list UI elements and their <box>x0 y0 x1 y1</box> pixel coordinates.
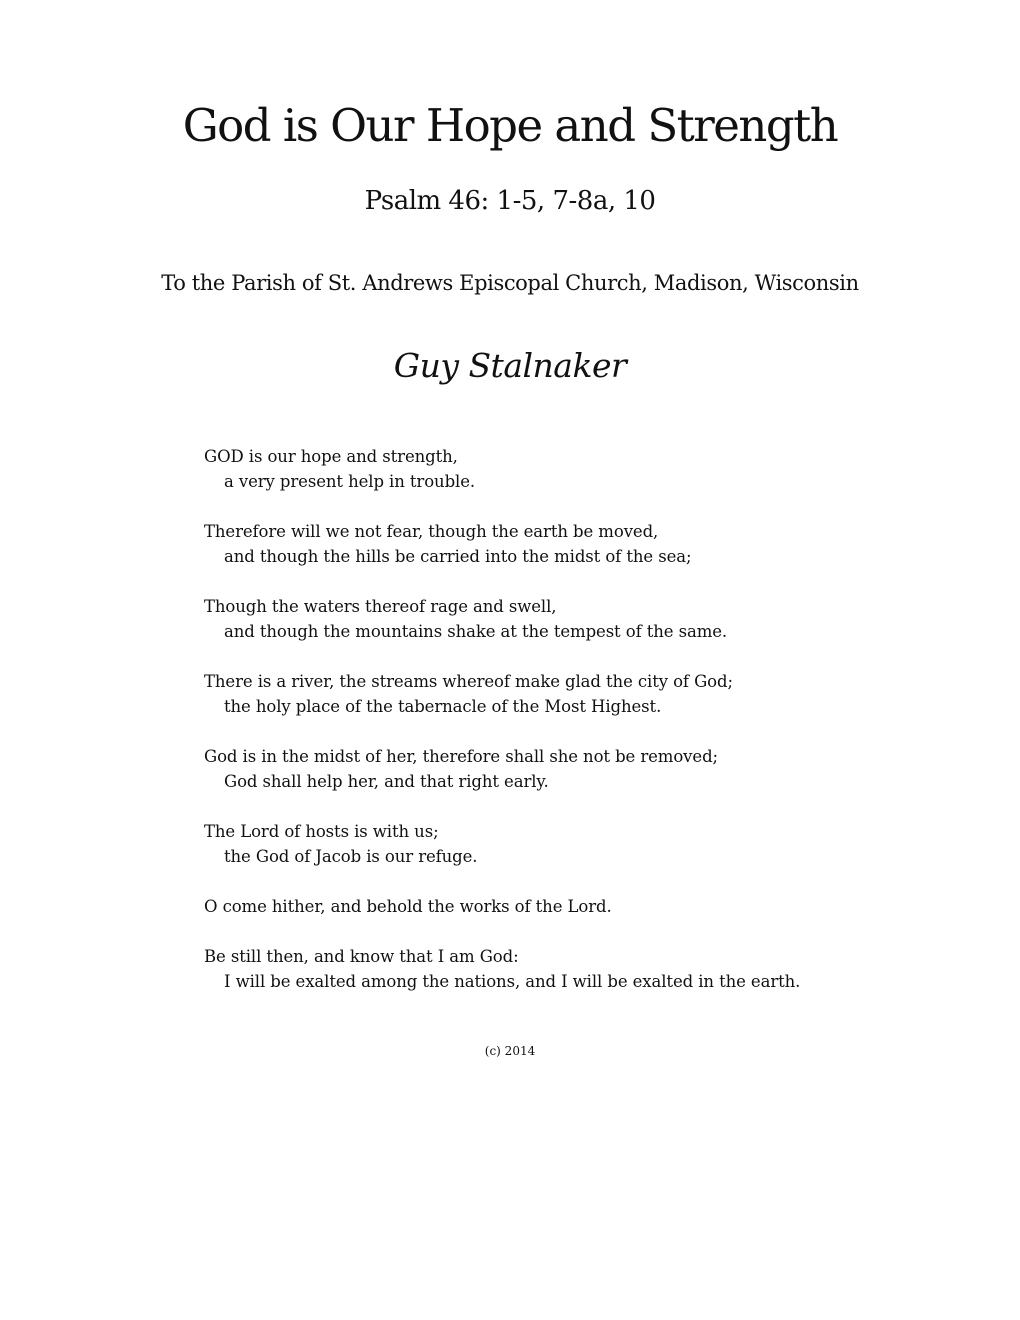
verse-2 <box>204 519 864 569</box>
verse-line-indented: I will be exalted among the nations, and I will be exalted in the earth. <box>224 972 801 991</box>
page-title: God is Our Hope and Strength <box>182 99 838 152</box>
verse-line: Therefore will we not fear, though the earth be moved, <box>204 522 659 541</box>
verse-5 <box>204 744 864 794</box>
verse-line-indented: a very present help in trouble. <box>224 472 476 491</box>
composer-name: Guy Stalnaker <box>393 346 627 385</box>
verse-1 <box>204 444 864 494</box>
verse-line: There is a river, the streams whereof make glad the city of God; <box>204 672 733 691</box>
verse-line-indented: and though the mountains shake at the tempest of the same. <box>224 622 728 641</box>
copyright-notice: (c) 2014 <box>484 1044 536 1058</box>
verse-line: The Lord of hosts is with us; <box>204 822 439 841</box>
verse-3 <box>204 594 864 644</box>
verse-4 <box>204 669 864 719</box>
verse-8 <box>204 944 864 994</box>
verse-7 <box>204 894 864 919</box>
dedication: To the Parish of St. Andrews Episcopal Church, Madison, Wisconsin <box>161 271 859 295</box>
verse-line: GOD is our hope and strength, <box>204 447 458 466</box>
verse-line: God is in the midst of her, therefore shall she not be removed; <box>204 747 718 766</box>
verse-line: Be still then, and know that I am God: <box>204 947 519 966</box>
scripture-reference: Psalm 46: 1-5, 7-8a, 10 <box>364 186 656 216</box>
verse-line-indented: and though the hills be carried into the midst of the sea; <box>224 547 692 566</box>
verse-line: O come hither, and behold the works of the Lord. <box>204 897 612 916</box>
verse-line-indented: the God of Jacob is our refuge. <box>224 847 478 866</box>
verse-line-indented: the holy place of the tabernacle of the Most Highest. <box>224 697 662 716</box>
verse-line: Though the waters thereof rage and swell, <box>204 597 557 616</box>
verse-list <box>204 444 864 1019</box>
verse-6 <box>204 819 864 869</box>
verse-line-indented: God shall help her, and that right early. <box>224 772 549 791</box>
